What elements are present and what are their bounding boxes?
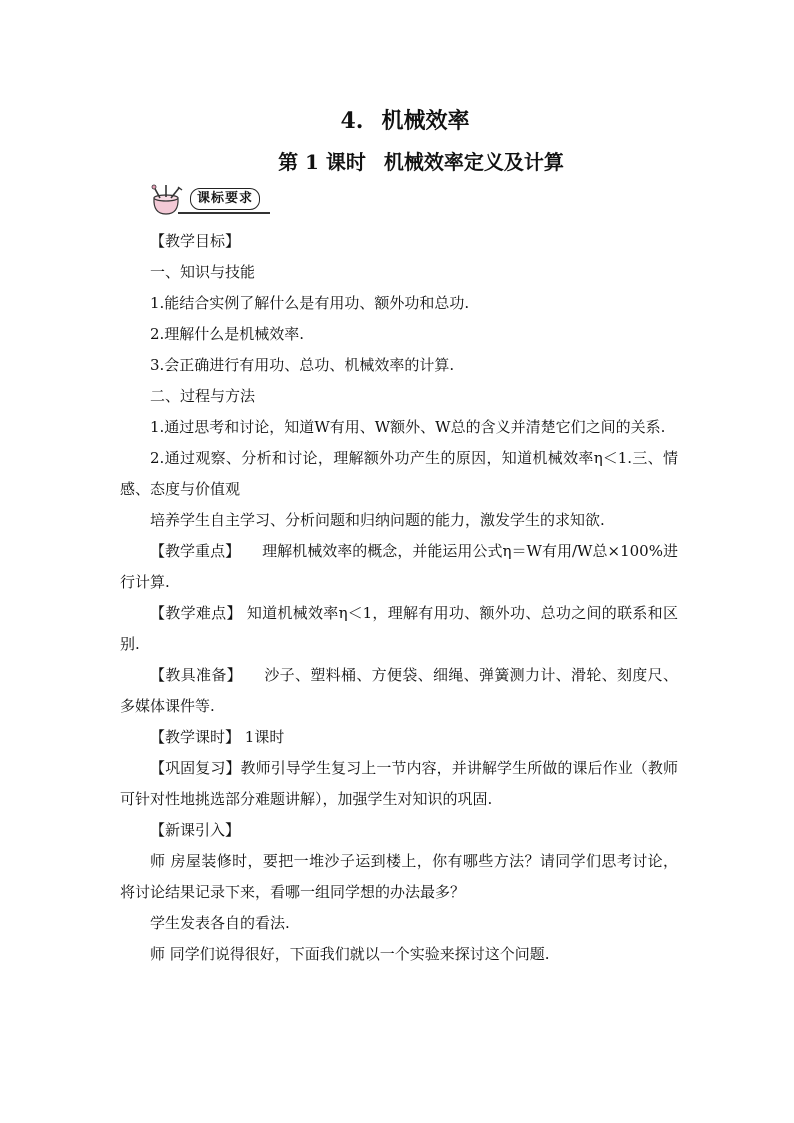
section-label: 【教学课时】 bbox=[150, 728, 241, 746]
badge-label: 课标要求 bbox=[190, 188, 260, 210]
paragraph: 师 同学们说得很好，下面我们就以一个实验来探讨这个问题. bbox=[150, 945, 550, 963]
body-text bbox=[120, 226, 678, 970]
section-body: 沙子、塑料桶、方便袋、细绳、弹簧测力计、滑轮、刻度尺、多媒体课件等. bbox=[120, 666, 678, 715]
paragraph: 【教学目标】 bbox=[150, 232, 241, 250]
paragraph: 培养学生自主学习、分析问题和归纳问题的能力，激发学生的求知欲. bbox=[150, 511, 605, 529]
badge-underline bbox=[178, 212, 270, 214]
section-badge bbox=[148, 184, 270, 214]
section-label: 【教学难点】 bbox=[150, 604, 242, 622]
paragraph bbox=[120, 722, 678, 753]
paragraph: 2.理解什么是机械效率. bbox=[150, 325, 305, 343]
lesson-title bbox=[0, 146, 794, 175]
page-title bbox=[0, 104, 794, 135]
section-body: 1课时 bbox=[244, 728, 285, 746]
paragraph: 2.通过观察、分析和讨论，理解额外功产生的原因，知道机械效率η＜1.三、情感、态度与价值观 bbox=[120, 449, 678, 498]
paragraph bbox=[120, 660, 678, 722]
paragraph bbox=[120, 598, 678, 660]
paragraph: 二、过程与方法 bbox=[150, 387, 256, 405]
paragraph: 【巩固复习】教师引导学生复习上一节内容，并讲解学生所做的课后作业（教师可针对性地挑选部分难题讲解），加强学生对知识的巩固. bbox=[120, 759, 678, 808]
section-label: 【教学重点】 bbox=[150, 542, 241, 560]
paragraph: 学生发表各自的看法. bbox=[150, 914, 290, 932]
section-label: 【教具准备】 bbox=[150, 666, 242, 684]
paragraph: 【新课引入】 bbox=[150, 821, 241, 839]
paragraph: 一、知识与技能 bbox=[150, 263, 256, 281]
section-body: 知道机械效率η＜1，理解有用功、额外功、总功之间的联系和区别. bbox=[120, 604, 678, 653]
section-title: 机械效率 bbox=[381, 108, 470, 134]
lesson-subtitle: 机械效率定义及计算 bbox=[383, 150, 564, 174]
lesson-number: 第 1 课时 bbox=[278, 150, 366, 174]
paragraph: 师 房屋装修时，要把一堆沙子运到楼上，你有哪些方法？请同学们思考讨论，将讨论结果记录下来，看哪一组同学想的办法最多？ bbox=[120, 852, 678, 901]
section-body: 理解机械效率的概念，并能运用公式η＝W有用/W总×100%进行计算. bbox=[120, 542, 678, 591]
section-number: 4. bbox=[340, 108, 364, 134]
paragraph bbox=[120, 536, 678, 598]
paragraph: 1.能结合实例了解什么是有用功、额外功和总功. bbox=[150, 294, 470, 312]
paragraph: 1.通过思考和讨论，知道W有用、W额外、W总的含义并清楚它们之间的关系. bbox=[150, 418, 666, 436]
paragraph: 3.会正确进行有用功、总功、机械效率的计算. bbox=[150, 356, 455, 374]
